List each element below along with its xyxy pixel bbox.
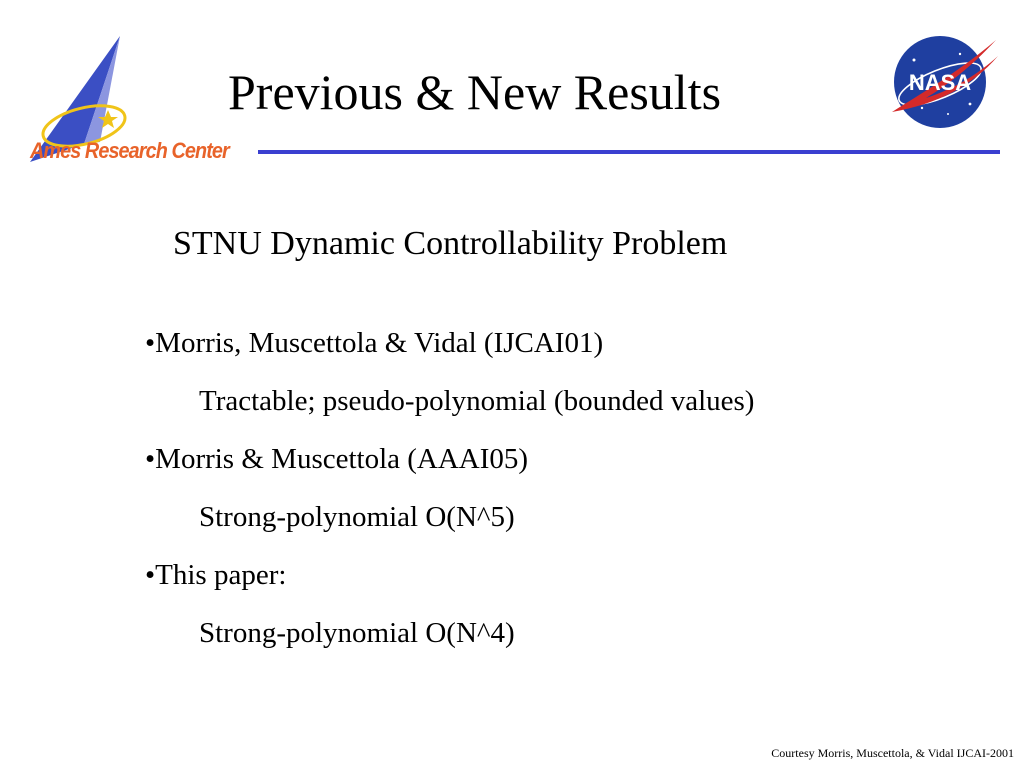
bullet-list — [145, 314, 754, 662]
nasa-logo — [886, 34, 1000, 130]
slide-subtitle: STNU Dynamic Controllability Problem — [173, 225, 728, 262]
title-divider — [258, 150, 1000, 154]
list-item: Tractable; pseudo-polynomial (bounded values) — [199, 385, 755, 417]
list-item: •Morris, Muscettola & Vidal (IJCAI01) — [145, 327, 604, 359]
ames-logo-text: Ames Research Center — [30, 138, 229, 163]
slide-title: Previous & New Results — [228, 64, 722, 120]
list-item: Strong-polynomial O(N^4) — [199, 617, 515, 649]
list-item: Strong-polynomial O(N^5) — [199, 501, 515, 533]
list-item: •Morris & Muscettola (AAAI05) — [145, 443, 529, 475]
nasa-logo-text: NASA — [908, 70, 972, 95]
list-item: •This paper: — [145, 559, 287, 591]
footer-credit: Courtesy Morris, Muscettola, & Vidal IJCAI-2001 — [771, 746, 1014, 760]
ames-research-center-logo — [22, 34, 252, 174]
nasa-meatball-icon — [886, 34, 1000, 130]
